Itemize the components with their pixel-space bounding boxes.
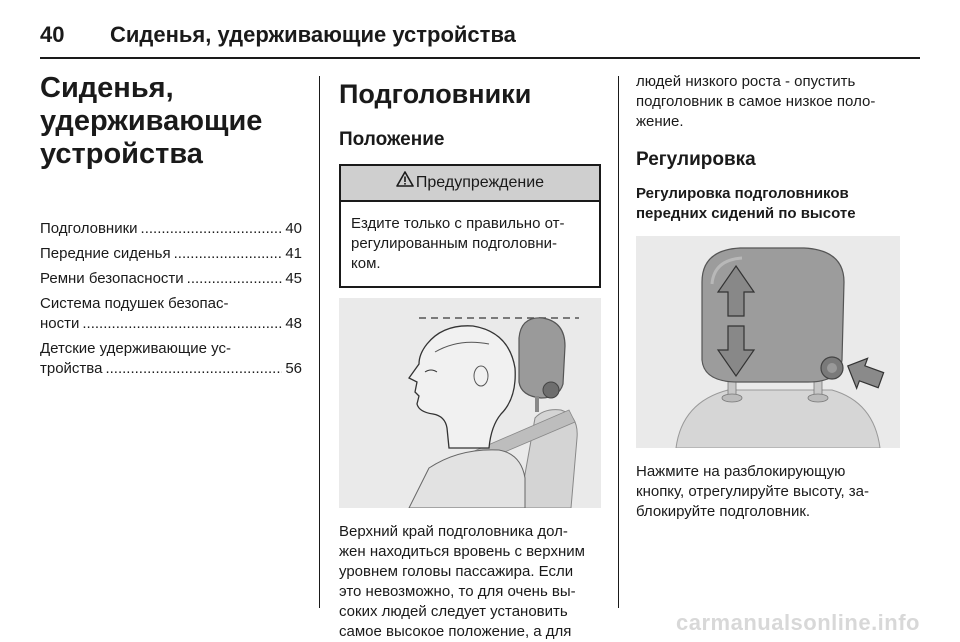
toc-label: Подголовники: [40, 220, 138, 237]
table-of-contents: [40, 219, 302, 379]
caption-line: уровнем головы пассажира. Если: [339, 563, 574, 580]
toc-page: 41: [285, 245, 302, 262]
subheading: Регулировка: [636, 149, 756, 170]
toc-item[interactable]: [40, 269, 302, 289]
right-column: [636, 72, 900, 522]
toc-page: 48: [285, 315, 302, 332]
section-title-line: Сиденья,: [40, 72, 174, 104]
caption-line: блокируйте подголовник.: [636, 503, 811, 520]
heading: Подголовники: [339, 79, 532, 109]
toc-leader: [187, 269, 283, 289]
toc-leader: [141, 219, 283, 239]
headrest-adjust-illustration: [636, 236, 900, 448]
subsubheading: [636, 184, 900, 224]
caption-line: это невозможно, то для очень вы-: [339, 583, 576, 600]
section-title-line: устройства: [40, 138, 203, 170]
toc-label-line: Детские удерживающие ус-: [40, 340, 231, 357]
warning-text-line: регулированным подголовни-: [351, 235, 558, 252]
toc-label-line: Система подушек безопас-: [40, 295, 229, 312]
text-line: подголовник в самое низкое поло-: [636, 93, 876, 110]
toc-label: ности: [40, 315, 80, 332]
page-number: 40: [40, 22, 65, 47]
warning-text-line: ком.: [351, 255, 381, 272]
column-divider-2: [618, 76, 619, 608]
press-arrow-icon: [842, 353, 887, 395]
subsubheading-line: передних сидений по высоте: [636, 205, 856, 222]
subheading: Положение: [339, 129, 445, 150]
caption-line: самое высокое положение, а для: [339, 623, 572, 640]
headrest-position-illustration: [339, 298, 601, 508]
header-title: Сиденья, удерживающие устройства: [110, 22, 516, 47]
toc-page: 56: [285, 360, 302, 377]
toc-label: Ремни безопасности: [40, 270, 184, 287]
caption-line: Нажмите на разблокирующую: [636, 463, 846, 480]
caption-line: соких людей следует установить: [339, 603, 568, 620]
toc-label: тройства: [40, 360, 103, 377]
toc-page: 40: [285, 220, 302, 237]
header-rule: [40, 57, 920, 59]
warning-box: [339, 164, 601, 288]
warning-triangle-icon: [396, 166, 414, 200]
figure-caption: [636, 462, 900, 522]
caption-line: кнопку, отрегулируйте высоту, за-: [636, 483, 869, 500]
left-column: [40, 72, 302, 384]
watermark: carmanualsonline.info: [676, 610, 920, 635]
toc-item[interactable]: [40, 219, 302, 239]
toc-item[interactable]: [40, 244, 302, 264]
figure-caption: [339, 522, 601, 642]
toc-item[interactable]: [40, 294, 302, 334]
section-title-line: удерживающие: [40, 105, 263, 137]
toc-label: Передние сиденья: [40, 245, 171, 262]
caption-line: Верхний край подголовника дол-: [339, 523, 568, 540]
text-line: жение.: [636, 113, 684, 130]
toc-item[interactable]: [40, 339, 302, 379]
page-header: [40, 22, 516, 48]
toc-page: 45: [285, 270, 302, 287]
toc-leader: [174, 244, 283, 264]
section-title: [40, 72, 302, 171]
caption-line: жен находиться вровень с верхним: [339, 543, 585, 560]
toc-leader: [82, 314, 282, 334]
column-divider-1: [319, 76, 320, 608]
subsubheading-line: Регулировка подголовников: [636, 185, 849, 202]
warning-title: Предупреждение: [415, 174, 545, 192]
toc-leader: [105, 359, 282, 379]
warning-text-line: Ездите только с правильно от-: [351, 215, 565, 232]
middle-column: [339, 72, 601, 642]
text-line: людей низкого роста - опустить: [636, 73, 856, 90]
warning-text: [341, 202, 599, 286]
warning-header: [341, 166, 599, 202]
continued-text: [636, 72, 900, 132]
